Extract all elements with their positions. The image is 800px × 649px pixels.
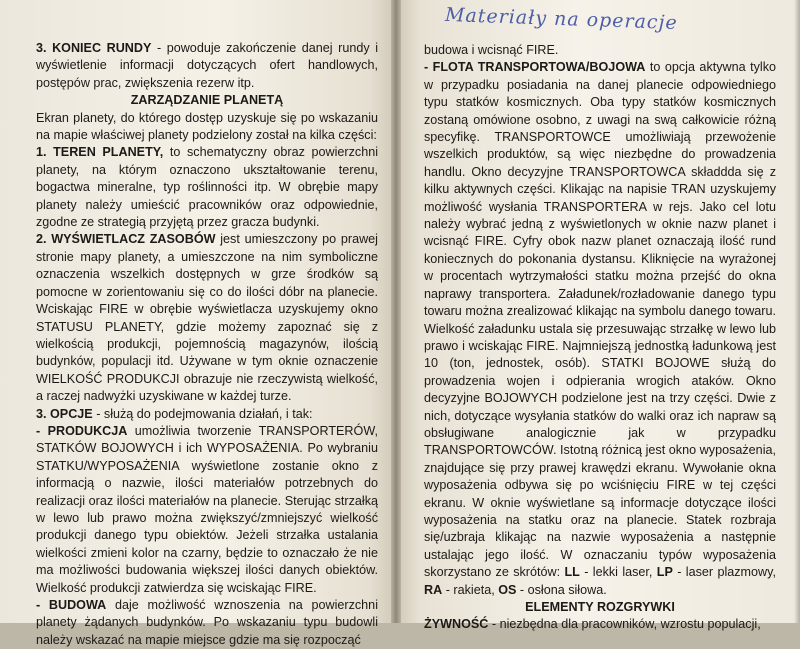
paragraph-teren-planety: 1. TEREN PLANETY, to schematyczny obraz powierzchni planety, na którym oznaczono ukształtowanie terenu, bogactwa mineralne, typ roślinności itp. W obrębie mapy planety należy umieścić pracowników oraz odpowiednie, zgodne ze strategią przyjętą przez gracza budynki.	[36, 145, 378, 230]
paragraph-budowa-cont: budowa i wcisnąć FIRE.	[424, 43, 559, 57]
paragraph-budowa: - BUDOWA daje możliwość wznoszenia na powierzchni planety żądanych budynków. Po wskazaniu typu budowli należy wskazać na mapie miejsce gdzie ma się rozpocząć	[36, 598, 378, 647]
paragraph-wyswietlacz-zasobow: 2. WYŚWIETLACZ ZASOBÓW jest umieszczony po prawej stronie mapy planety, a umieszczone na nim symboliczne oznaczenia wszelkich dostępnych w grze środków są pomocne w zorientowaniu się co do ilości dóbr na planecie. Wciskając FIRE w obrębie wyświetlacza uzyskujemy okno STATUSU PLANETY, gdzie możemy zapoznać się z wielkością produkcji, pojemnością magazynów, ilością budynków, populacji itd. Używane w tym oknie oznaczenie WIELKOŚĆ PRODUKCJI obrazuje nie rzeczywistą wielkość, a raczej nadwyżki uzyskiwane w każdej turze.	[36, 232, 378, 404]
paragraph-produkcja: - PRODUKCJA umożliwia tworzenie TRANSPORTERÓW, STATKÓW BOJOWYCH i ich WYPOSAŻENIA. Po wybraniu STATKU/WYPOSAŻENIA wyświetlone zostanie okno z informacją o nazwie, ilości materiałów potrzebnych do realizacji oraz ilości materiałów na planecie. Sterując strzałką w lewo lub prawo można zwiększyć/zmniejszyć wielkość produkcji danego typu obiektów. Jeżeli strzałka ustalania wielkości zmieni kolor na czarny, będzie to oznaczało że nie ma możliwości budowania większej ilości danych obiektów. Wielkość produkcji zatwierdza się wciskając FIRE.	[36, 423, 379, 595]
paragraph-opcje: 3. OPCJE - służą do podejmowania działań, i tak:	[36, 406, 313, 421]
section-heading-elementy: ELEMENTY ROZGRYWKI	[525, 600, 675, 614]
left-page-text	[36, 40, 378, 649]
handwritten-note-text: Materiały na operacje	[444, 3, 679, 35]
right-page-text	[424, 42, 776, 634]
right-page	[396, 0, 800, 632]
book-spine	[391, 0, 401, 623]
section-heading-zarzadzanie: ZARZĄDZANIE PLANETĄ	[130, 93, 284, 108]
left-page	[0, 0, 396, 647]
handwritten-note	[444, 3, 745, 48]
paragraph-flota: - FLOTA TRANSPORTOWA/BOJOWA to opcja aktywna tylko w przypadku posiadania na danej planecie odpowiedniego typu statków kosmicznych. Oba typy statków kosmicznych zostaną omówione osobno, z uwagi na swą całkowicie różną specyfikę. TRANSPORTOWCE umożliwiają przewożenie wszelkich produktów, są więc niezbędne do prowadzenia handlu. Okno decyzyjne TRANSPORTOWCA składdda się z kilku aktywnych części. Klikając na napisie TRAN uzyskujemy możliwość wysłania TRANSPORTERA w rejs. Jako cel lotu należy wybrać jedną z wyświetlonych w oknie nazw planet i wcisnąć FIRE. Cyfry obok nazw planet oznaczają ilość rund koniecznych do pokonania dystansu. Kliknięcie na wyrażonej w procentach wytrzymałości statku można przejść do okna naprawy transportera. Załadunek/rozładowanie danego typu towaru można zrealizować klikając na symbolu danego towaru. Wielkość załadunku ustala się przesuwając strzałkę w lewo lub prawo i wciskając FIRE. Najmniejszą jednostką ładunkową jest 10 (ton, jednostek, osób). STATKI BOJOWE służą do prowadzenia wojen i odpierania wrogich ataków. Okno decyzyjne BOJOWYCH podzielone jest na trzy części. Dwie z nich, dotyczące wysyłania statków do walki oraz ich napraw są obsługiwane analogicznie jak w przypadku TRANSPORTOWCÓW. Istotną różnicą jest okno wyposażenia, znajdujące się przy prawej krawędzi ekranu. Wywołanie okna wyposażenia odbywa się po wciśnięciu FIRE w tej części ekranu. W oknie wyświetlane są informacje dotyczące ilości wyposażenia na statku oraz na planecie. Statek rozbraja się/uzbraja klikając na nazwie wyposażenia a następnie ustalając jego ilość. W oznaczaniu typów wyposażenia skorzystano ze skrótów: LL - lekki laser, LP - laser plazmowy, RA - rakieta, OS - osłona siłowa.	[424, 60, 777, 597]
page-edge-shadow	[794, 0, 800, 623]
paragraph-zywnosc: ŻYWNOŚĆ - niezbędna dla pracowników, wzrostu populacji,	[424, 617, 761, 632]
paragraph-ekran-planety: Ekran planety, do którego dostęp uzyskuje się po wskazaniu na mapie właściwej planety podzielony został na kilka części:	[36, 110, 378, 143]
paragraph-koniec-rundy: 3. KONIEC RUNDY - powoduje zakończenie danej rundy i wyświetlenie informacji dotyczących ofert handlowych, postępów prac, zwiększenia rezerw itp.	[36, 41, 378, 90]
